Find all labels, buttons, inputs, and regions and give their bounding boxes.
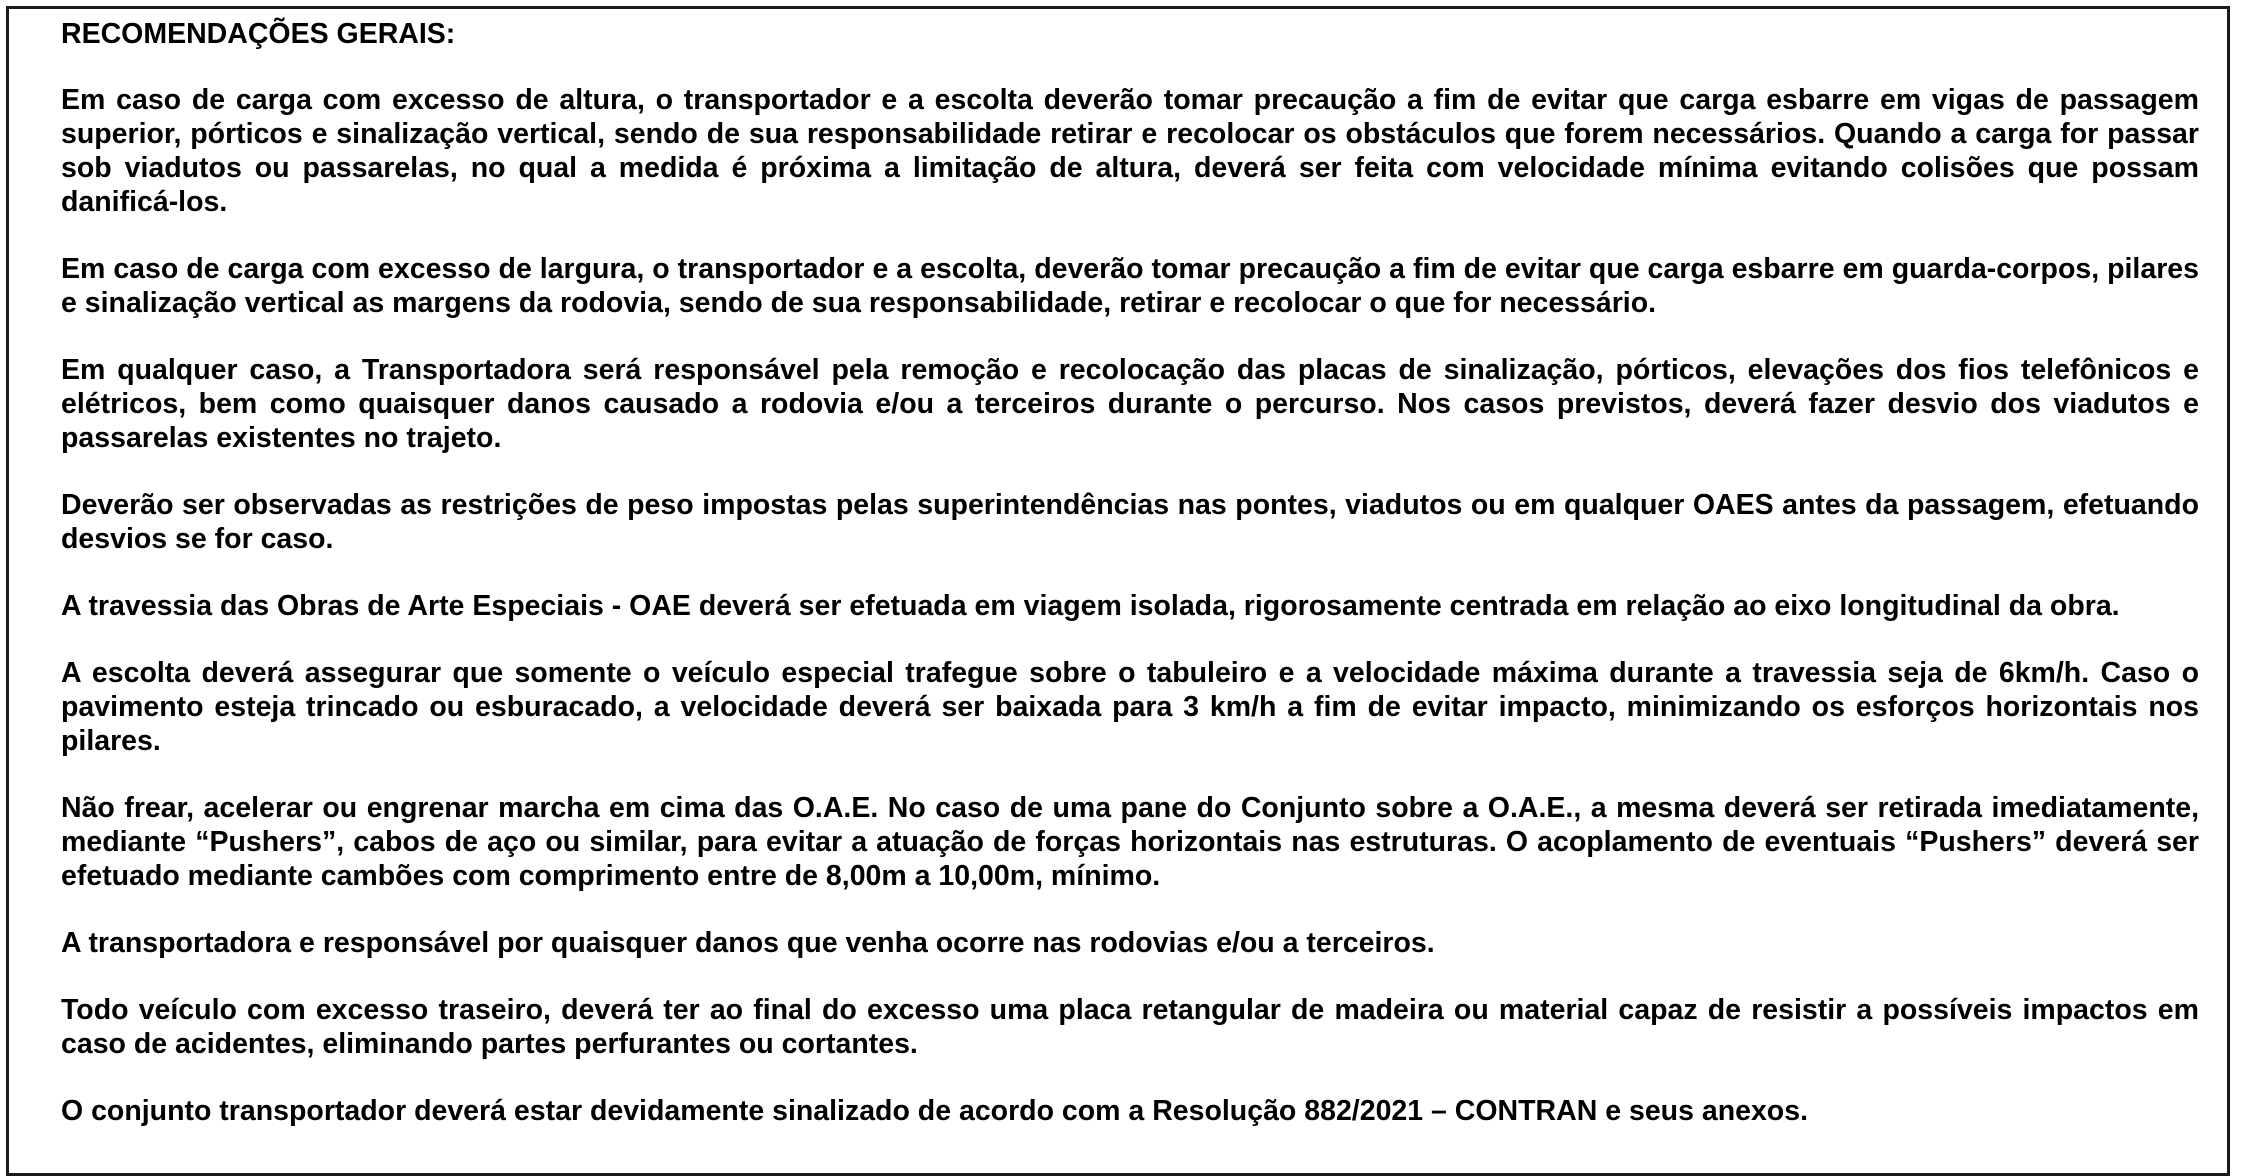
paragraph-width-excess: Em caso de carga com excesso de largura, o transportador e a escolta, deverão tomar precaução a fim de evitar que carga esbarre em guarda-corpos, pilares e sinalização vertical as margens da rodovia, sendo de sua responsabilidade, retirar e recolocar o que for necessário. bbox=[61, 253, 2199, 319]
document-content bbox=[61, 17, 2199, 1161]
section-heading: RECOMENDAÇÕES GERAIS: bbox=[61, 18, 456, 50]
paragraph-height-excess: Em caso de carga com excesso de altura, o transportador e a escolta deverão tomar precaução a fim de evitar que carga esbarre em vigas de passagem superior, pórticos e sinalização vertical, sendo de sua responsabilidade retirar e recolocar os obstáculos que forem necessários. Quando a carga for passar sob viadutos ou passarelas, no qual a medida é próxima a limitação de altura, deverá ser feita com velocidade mínima evitando colisões que possam danificá-los. bbox=[61, 84, 2199, 218]
paragraph-oae-crossing: A travessia das Obras de Arte Especiais - OAE deverá ser efetuada em viagem isolada, rigorosamente centrada em relação ao eixo longitudinal da obra. bbox=[61, 590, 2120, 622]
paragraph-carrier-responsibility: Em qualquer caso, a Transportadora será responsável pela remoção e recolocação das placas de sinalização, pórticos, elevações dos fios telefônicos e elétricos, bem como quaisquer danos causado a rodovia e/ou a terceiros durante o percurso. Nos casos previstos, deverá fazer desvio dos viadutos e passarelas existentes no trajeto. bbox=[61, 354, 2199, 454]
paragraph-signaling: O conjunto transportador deverá estar devidamente sinalizado de acordo com a Resolução 882/2021 – CONTRAN e seus anexos. bbox=[61, 1095, 1808, 1127]
paragraph-rear-excess: Todo veículo com excesso traseiro, deverá ter ao final do excesso uma placa retangular de madeira ou material capaz de resistir a possíveis impactos em caso de acidentes, eliminando partes perfurantes ou cortantes. bbox=[61, 994, 2199, 1060]
paragraph-no-braking: Não frear, acelerar ou engrenar marcha em cima das O.A.E. No caso de uma pane do Conjunto sobre a O.A.E., a mesma deverá ser retirada imediatamente, mediante “Pushers”, cabos de aço ou similar, para evitar a atuação de forças horizontais nas estruturas. O acoplamento de eventuais “Pushers” deverá ser efetuado mediante cambões com comprimento entre de 8,00m a 10,00m, mínimo. bbox=[61, 792, 2199, 892]
paragraph-weight-restrictions: Deverão ser observadas as restrições de peso impostas pelas superintendências nas pontes, viadutos ou em qualquer OAES antes da passagem, efetuando desvios se for caso. bbox=[61, 489, 2199, 555]
paragraph-damages: A transportadora e responsável por quaisquer danos que venha ocorre nas rodovias e/ou a terceiros. bbox=[61, 927, 1435, 959]
document-frame bbox=[6, 6, 2230, 1176]
paragraph-escort-speed: A escolta deverá assegurar que somente o veículo especial trafegue sobre o tabuleiro e a velocidade máxima durante a travessia seja de 6km/h. Caso o pavimento esteja trincado ou esburacado, a velocidade deverá ser baixada para 3 km/h a fim de evitar impacto, minimizando os esforços horizontais nos pilares. bbox=[61, 657, 2199, 757]
